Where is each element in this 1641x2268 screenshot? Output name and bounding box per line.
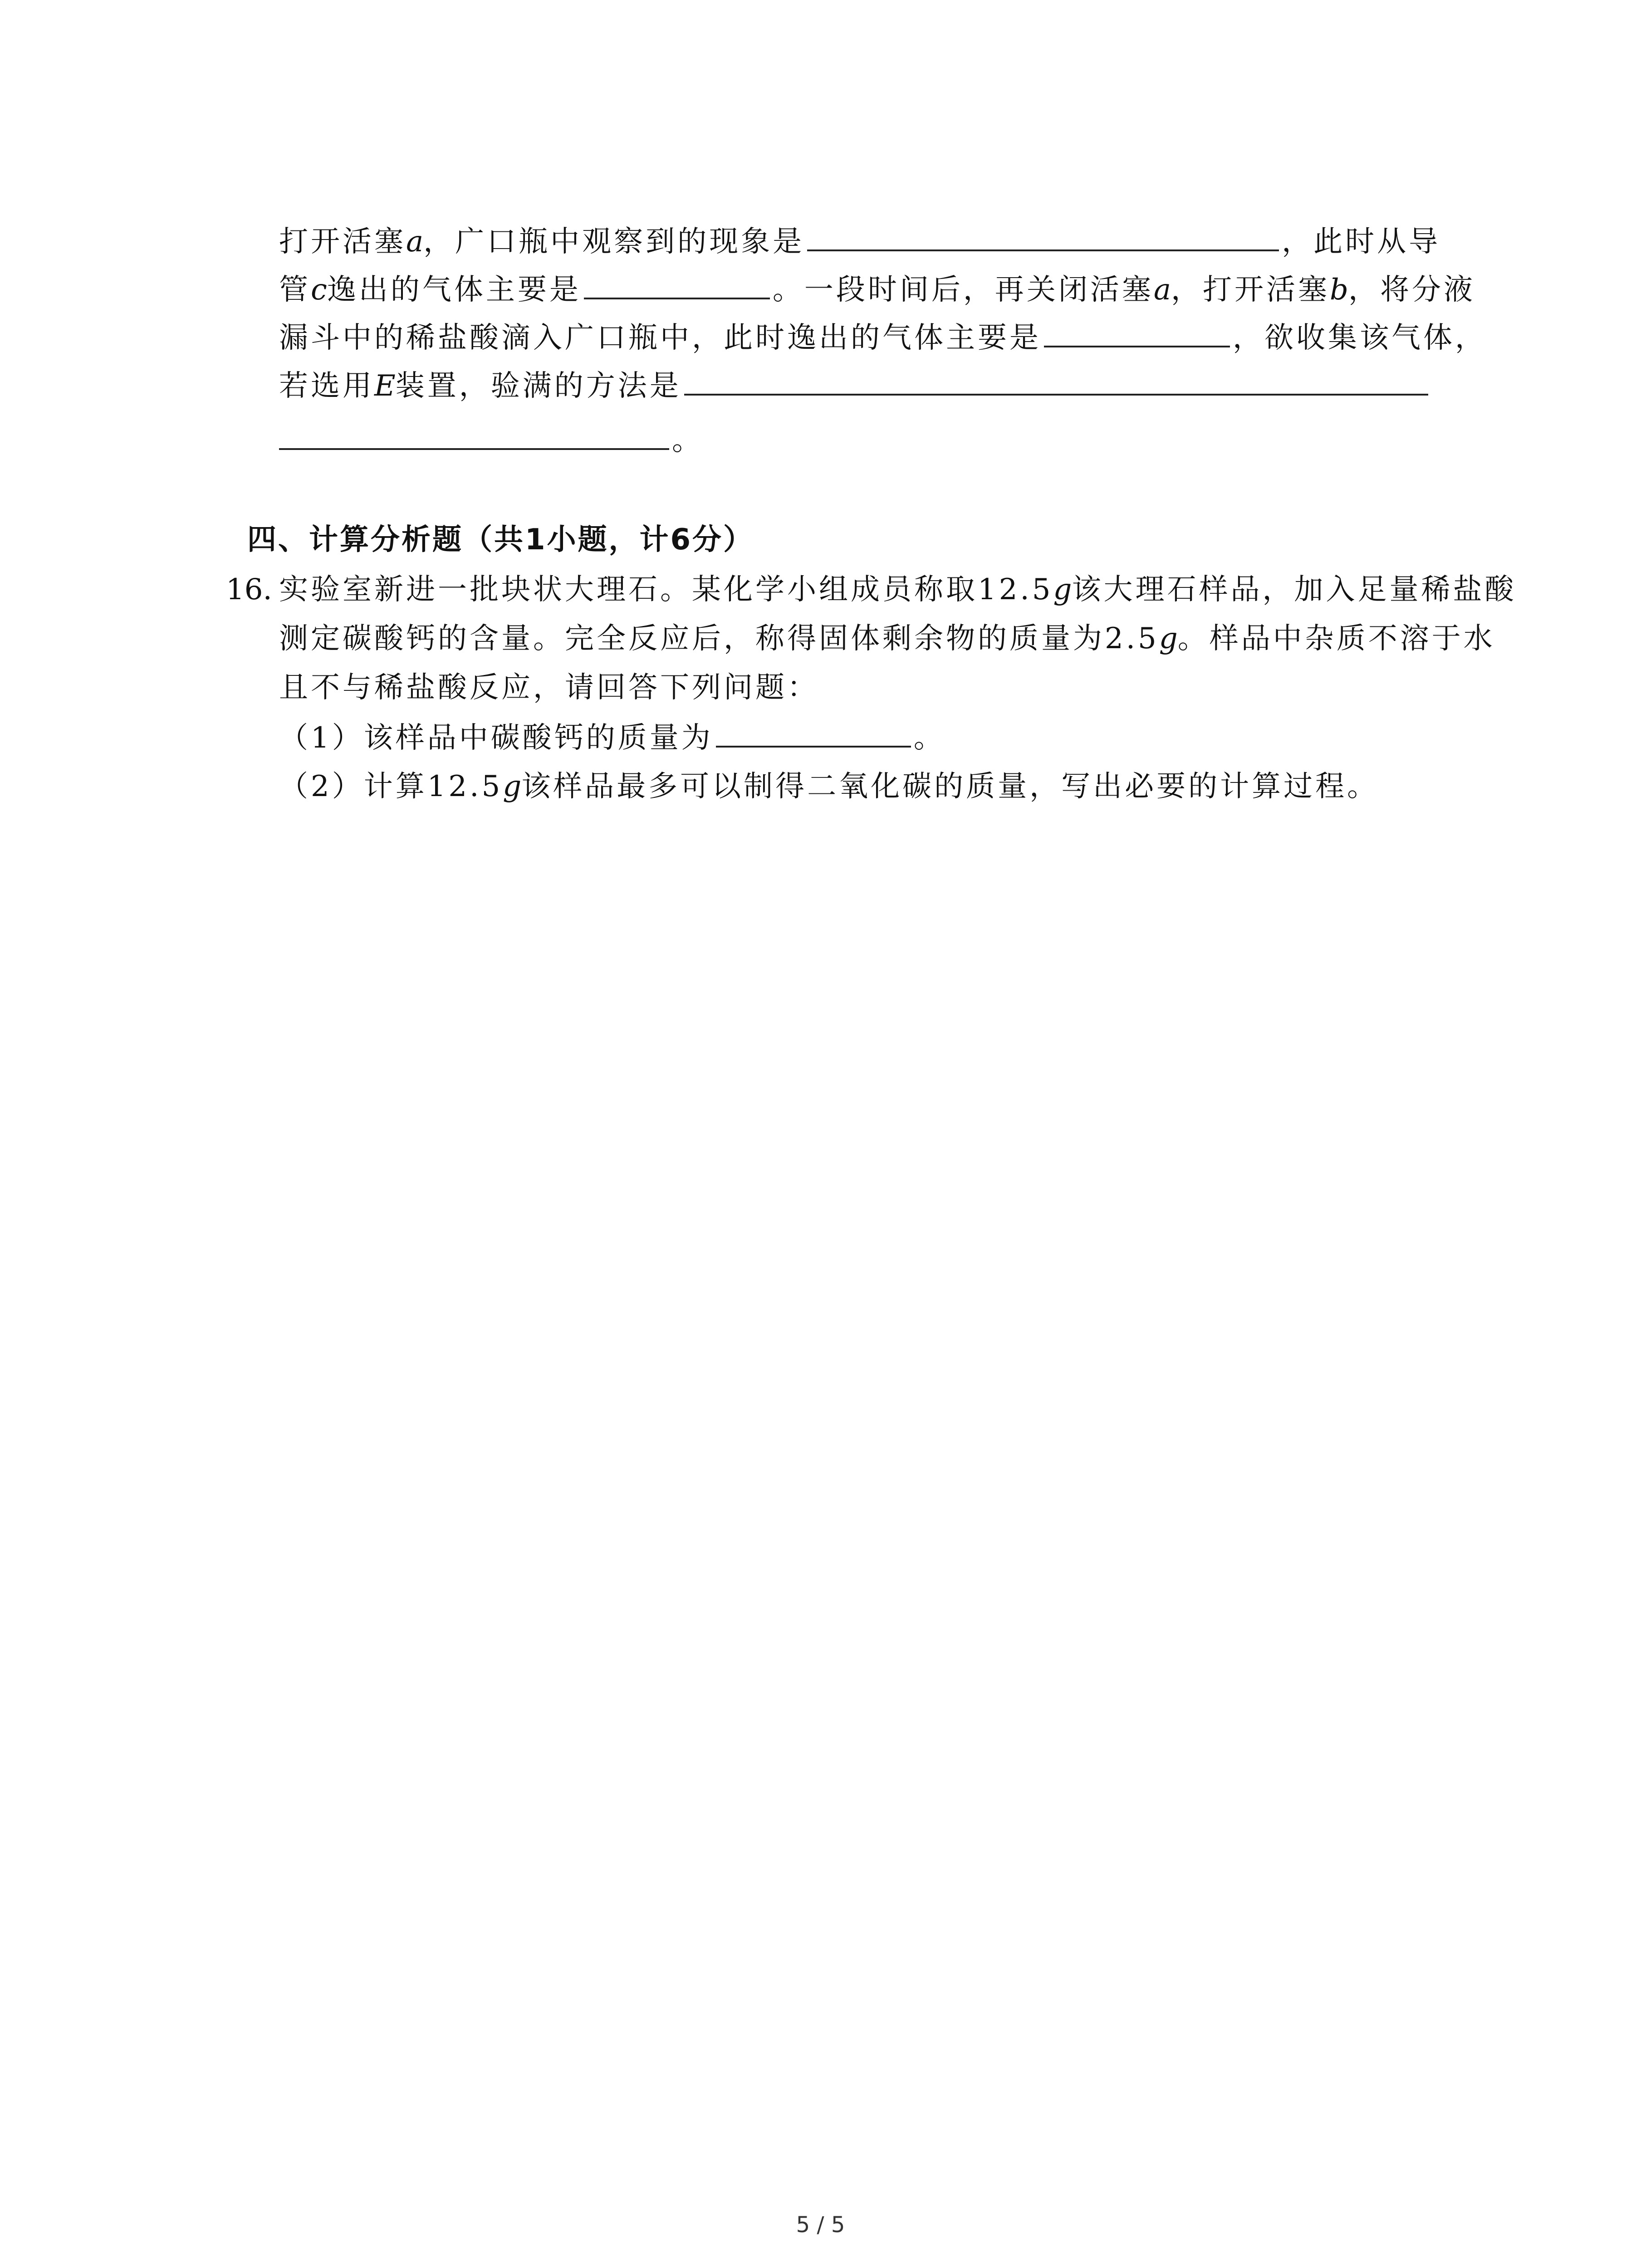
section-heading: 四、计算分析题（共1小题，计6分）	[247, 523, 754, 557]
answer-blank-gas-2[interactable]	[1044, 319, 1230, 347]
text: 逸出的气体主要是	[327, 273, 581, 307]
text: ，将分液	[1348, 273, 1475, 307]
text: 测定碳酸钙的含量。完全反应后，称得固体剩余物的质量为2.5	[279, 622, 1159, 655]
page-number: 5 / 5	[796, 2212, 845, 2238]
prev-question-line-2	[279, 271, 1475, 308]
prev-question-line-4	[279, 367, 1431, 404]
text: 。	[913, 721, 945, 755]
question16-line-3: 且不与稀盐酸反应，请回答下列问题：	[279, 671, 819, 704]
question16-line-2	[279, 621, 1495, 657]
text: 装置，验满的方法是	[395, 369, 681, 403]
variable-e: E	[374, 369, 396, 403]
variable-b: b	[1330, 273, 1348, 307]
answer-blank-verify-method-cont[interactable]	[279, 422, 669, 450]
unit-g: g	[1053, 573, 1072, 606]
prev-question-line-1	[279, 223, 1440, 260]
question-number: 16.	[226, 573, 272, 606]
question16-line-1	[279, 572, 1516, 608]
answer-blank-verify-method[interactable]	[684, 367, 1428, 396]
text: 。	[672, 424, 704, 457]
question16-sub-2	[279, 768, 1379, 805]
text: 。一段时间后，再关闭活塞	[772, 273, 1154, 307]
text: 。样品中杂质不溶于水	[1177, 622, 1495, 655]
text: 实验室新进一批块状大理石。某化学小组成员称取12.5	[279, 573, 1053, 606]
variable-a: a	[406, 225, 424, 259]
answer-blank-caco3-mass[interactable]	[716, 719, 911, 748]
variable-a: a	[1153, 273, 1171, 307]
answer-blank-phenomenon[interactable]	[807, 223, 1279, 251]
text: ，此时从导	[1282, 225, 1441, 259]
text: 该样品最多可以制得二氧化碳的质量，写出必要的计算过程。	[521, 770, 1379, 803]
text: （1）该样品中碳酸钙的质量为	[279, 721, 713, 755]
unit-g: g	[503, 770, 522, 803]
prev-question-line-5	[279, 422, 704, 459]
text: ，广口瓶中观察到的现象是	[423, 225, 805, 259]
text: （2）计算12.5	[279, 770, 503, 803]
text: 该大理石样品，加入足量稀盐酸	[1072, 573, 1517, 606]
text: 漏斗中的稀盐酸滴入广口瓶中，此时逸出的气体主要是	[279, 321, 1041, 355]
text: 管	[279, 273, 311, 307]
text: ，打开活塞	[1171, 273, 1330, 307]
prev-question-line-3	[279, 319, 1487, 356]
variable-c: c	[311, 273, 327, 307]
unit-g: g	[1159, 622, 1178, 655]
text: 打开活塞	[279, 225, 406, 259]
answer-blank-gas-1[interactable]	[584, 271, 770, 299]
question16-sub-1	[279, 719, 945, 756]
text: ，欲收集该气体，	[1233, 321, 1487, 355]
text: 若选用	[279, 369, 374, 403]
